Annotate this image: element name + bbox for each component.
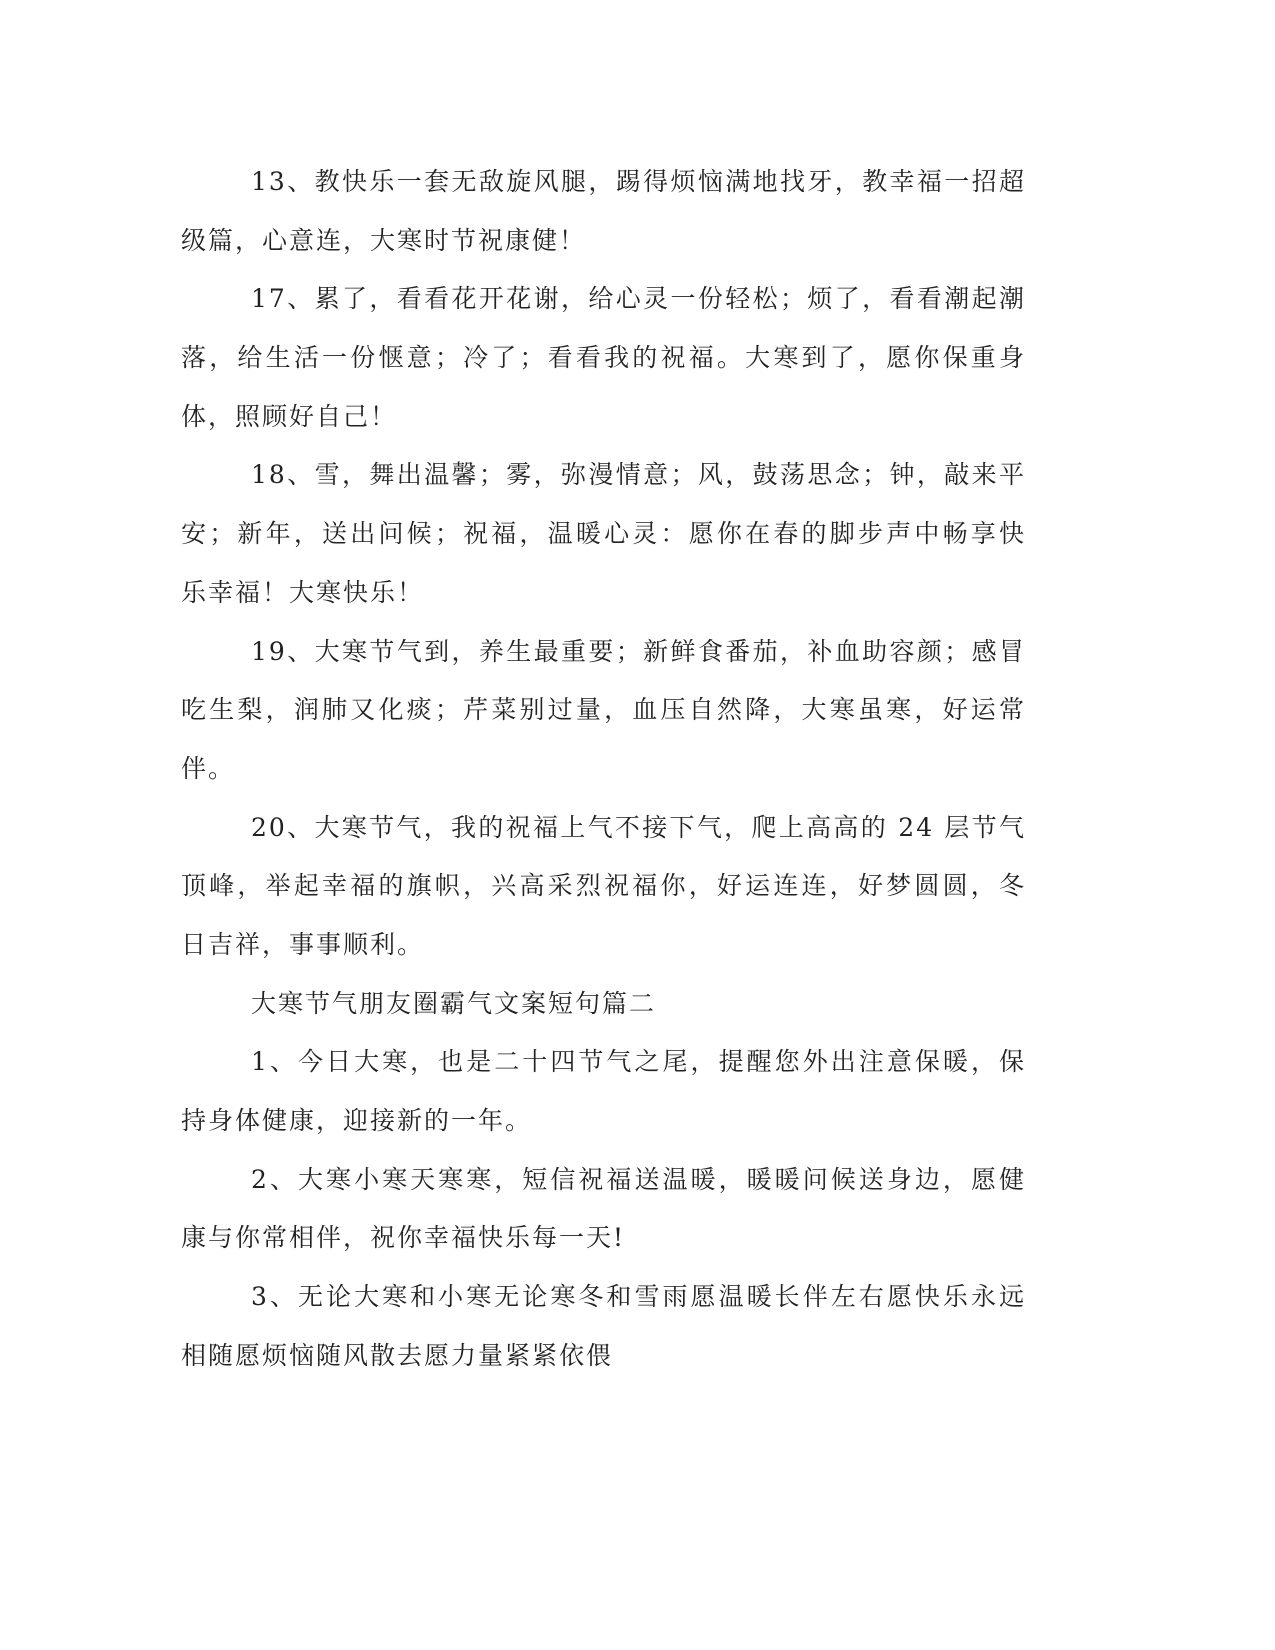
text-line: 落，给生活一份惬意；冷了；看看我的祝福。大寒到了，愿你保重身 [181,343,1026,373]
text-line: 持身体健康，迎接新的一年。 [181,1106,533,1135]
text-line: 相随愿烦恼随风散去愿力量紧紧依偎 [181,1340,614,1370]
text-line: 吃生梨，润肺又化痰；芹菜别过量，血压自然降，大寒虽寒，好运常 [181,695,1026,725]
text-line: 体，照顾好自己！ [181,401,398,431]
text-line: 大寒节气朋友圈霸气文案短句篇二 [251,988,657,1018]
text-line: 17、累了，看看花开花谢，给心灵一份轻松；烦了，看看潮起潮 [251,284,1026,314]
text-line: 13、教快乐一套无敌旋风腿，踢得烦恼满地找牙，教幸福一招超 [251,167,1026,196]
text-line: 康与你常相伴，祝你幸福快乐每一天! [181,1223,626,1253]
text-line: 伴。 [181,753,236,783]
section-heading [181,975,1026,1034]
text-line: 日吉祥，事事顺利。 [181,929,425,959]
text-line: 20、大寒节气，我的祝福上气不接下气，爬上高高的 24 层节气 [251,812,1026,842]
text-line: 19、大寒节气到，养生最重要；新鲜食番茄，补血助容颜；感冒 [251,636,1026,666]
paragraph [181,446,1026,622]
paragraph [181,799,1026,975]
paragraph [181,623,1026,799]
document-body [181,153,1026,1385]
text-line: 顶峰，举起幸福的旗帜，兴高采烈祝福你，好运连连，好梦圆圆，冬 [181,871,1026,901]
text-line: 2、大寒小寒天寒寒，短信祝福送温暖，暖暖问候送身边，愿健 [251,1164,1026,1194]
text-line: 18、雪，舞出温馨；雾，弥漫情意；风，鼓荡思念；钟，敲来平 [251,460,1026,490]
paragraph [181,1268,1026,1385]
text-line: 乐幸福！大寒快乐！ [181,577,425,607]
text-line: 级篇，心意连，大寒时节祝康健！ [181,225,587,255]
paragraph [181,1151,1026,1268]
text-line: 3、无论大寒和小寒无论寒冬和雪雨愿温暖长伴左右愿快乐永远 [251,1282,1026,1312]
paragraph [181,270,1026,446]
text-line: 安；新年，送出问候；祝福，温暖心灵：愿你在春的脚步声中畅享快 [181,519,1026,549]
text-line: 1、今日大寒，也是二十四节气之尾，提醒您外出注意保暖，保 [251,1047,1026,1077]
paragraph [181,1033,1026,1150]
paragraph [181,153,1026,270]
